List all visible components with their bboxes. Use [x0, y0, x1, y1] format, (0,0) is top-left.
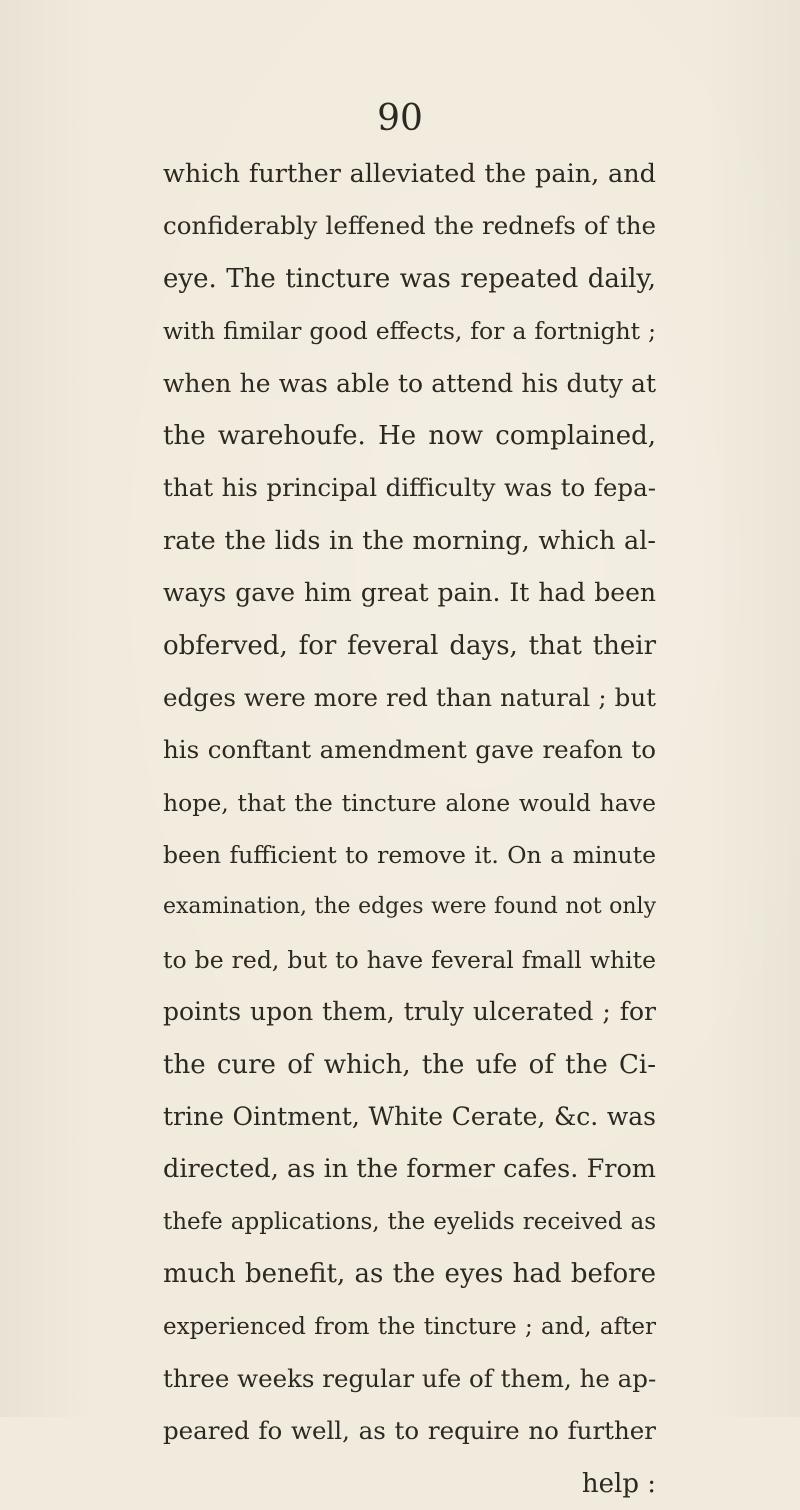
- text-line: hope, that the tincture alone would have: [163, 788, 656, 817]
- page-number: 90: [377, 98, 423, 139]
- body-text: [163, 148, 656, 1510]
- text-line: examination, the edges were found not only: [163, 894, 656, 920]
- text-line: rate the lids in the morning, which al-: [163, 525, 656, 556]
- text-line: eye. The tincture was repeated daily,: [163, 263, 656, 294]
- text-line: directed, as in the former cafes. From: [163, 1154, 656, 1185]
- text-line: points upon them, truly ulcerated ; for: [163, 997, 656, 1027]
- text-line: when he was able to attend his duty at: [163, 368, 656, 398]
- text-line: obferved, for feveral days, that their: [163, 630, 656, 661]
- text-line: ways gave him great pain. It had been: [163, 578, 656, 608]
- catchword-line: help :: [581, 1468, 656, 1499]
- text-line: three weeks regular ufe of them, he ap-: [163, 1363, 657, 1393]
- text-line: edges were more red than natural ; but: [163, 682, 656, 712]
- text-line: confiderably leffened the rednefs of the: [163, 211, 656, 241]
- text-line: been fufficient to remove it. On a minute: [163, 841, 656, 870]
- text-line: with fimilar good effects, for a fortnight ;: [163, 317, 656, 346]
- text-line: the warehoufe. He now complained,: [163, 420, 656, 451]
- text-line: the cure of which, the ufe of the Ci-: [163, 1049, 656, 1080]
- text-line: peared fo well, as to require no further: [163, 1416, 656, 1446]
- text-line: experienced from the tincture ; and, after: [163, 1313, 656, 1340]
- text-line: which further alleviated the pain, and: [163, 159, 656, 189]
- text-line: his conftant amendment gave reafon to: [163, 735, 656, 765]
- text-line: to be red, but to have feveral fmall white: [163, 945, 656, 974]
- text-line: trine Ointment, White Cerate, &c. was: [163, 1102, 656, 1132]
- text-line: much benefit, as the eyes had before: [163, 1259, 656, 1290]
- text-line: that his principal difficulty was to fepa-: [163, 473, 656, 503]
- text-line: thefe applications, the eyelids received as: [163, 1208, 656, 1235]
